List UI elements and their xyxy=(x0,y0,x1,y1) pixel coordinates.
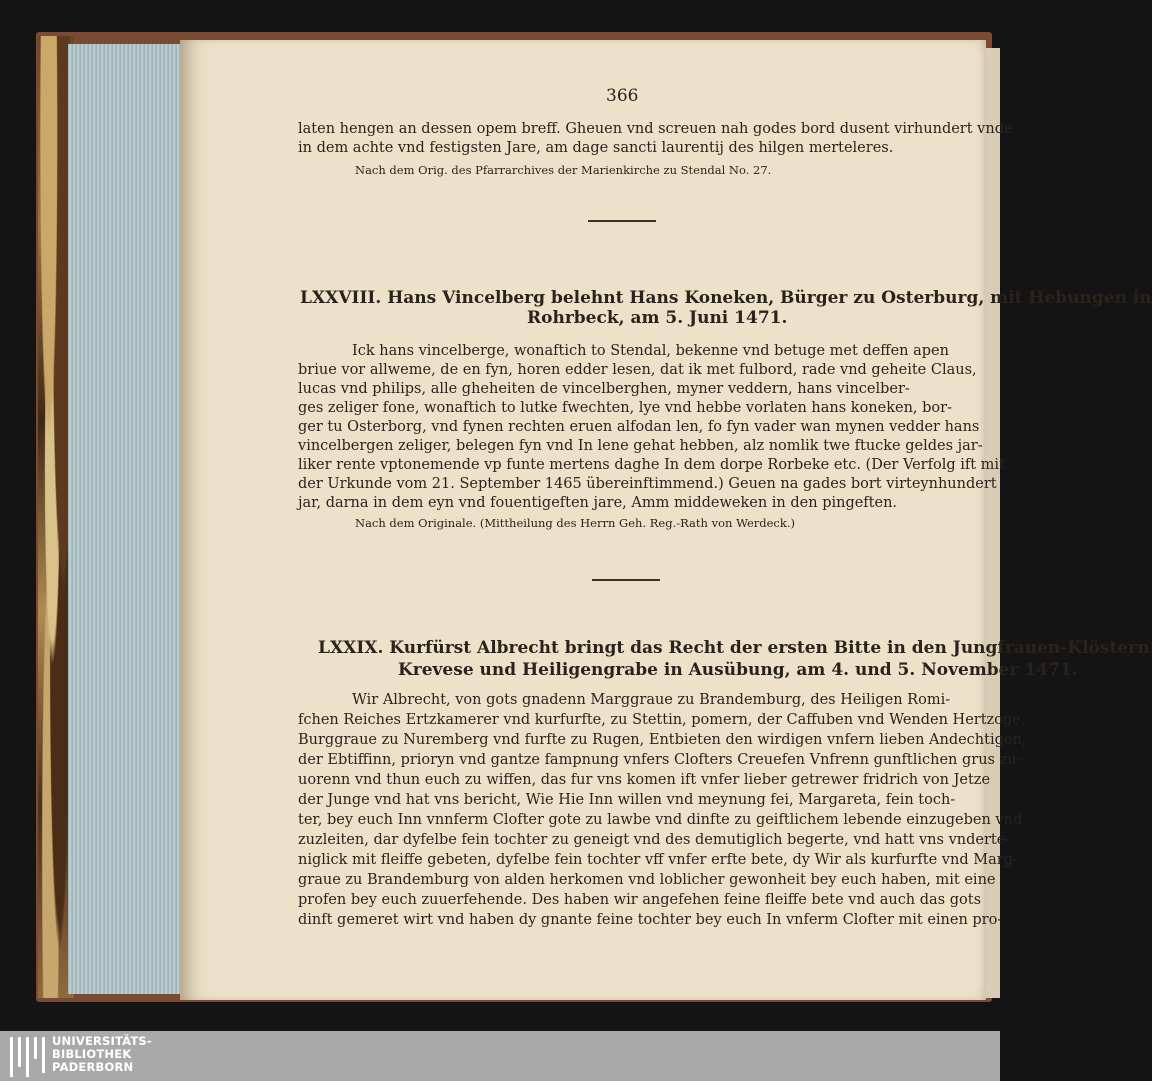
text-line: liker rente vptonemende vp funte mertens daghe In dem dorpe Rorbeke etc. (Der Verfolg ift mit xyxy=(298,457,1005,473)
section-heading: LXXIX. Kurfürst Albrecht bringt das Recht der ersten Bitte in den Jungfrauen-Klöstern xyxy=(318,638,1150,658)
text-line: in dem achte vnd festigsten Jare, am dage sancti laurentij des hilgen merteleres. xyxy=(298,140,894,156)
page-number: 366 xyxy=(606,86,639,106)
source-note: Nach dem Orig. des Pfarrarchives der Marienkirche zu Stendal No. 27. xyxy=(355,163,772,177)
text-line: ter, bey euch Inn vnnferm Clofter gote zu lawbe vnd dinfte zu geiftlichem lebende einzugeben vnd xyxy=(298,812,1023,828)
text-line: niglick mit fleiffe gebeten, dyfelbe fein tochter vff vnfer erfte bete, dy Wir als kurfurfte vnd Marg- xyxy=(298,852,1018,868)
text-line: dinft gemeret wirt vnd haben dy gnante feine tochter bey euch In vnferm Clofter mit einen pro- xyxy=(298,912,1003,928)
text-line: der Urkunde vom 21. September 1465 übereinftimmend.) Geuen na gades bort virteynhundert xyxy=(298,476,997,492)
section-divider xyxy=(588,220,656,222)
text-line: fchen Reiches Ertzkamerer vnd kurfurfte, zu Stettin, pomern, der Caffuben vnd Wenden Hertzoge, xyxy=(298,712,1026,728)
text-line: Burggraue zu Nuremberg vnd furfte zu Rugen, Entbieten den wirdigen vnfern lieben Andechtigen, xyxy=(298,732,1027,748)
text-line: ges zeliger fone, wonaftich to lutke fwechten, lye vnd hebbe vorlaten hans koneken, bor- xyxy=(298,400,952,416)
section-heading: Rohrbeck, am 5. Juni 1471. xyxy=(527,308,788,328)
text-line: jar, darna in dem eyn vnd fouentigeften jare, Amm middeweken in den pingeften. xyxy=(298,495,898,511)
library-name-line: UNIVERSITÄTS- xyxy=(52,1034,152,1048)
text-line: ger tu Osterborg, vnd fynen rechten eruen alfodan len, fo fyn vader wan mynen vedder hans xyxy=(298,419,980,435)
library-logo-icon xyxy=(10,1037,46,1077)
text-line: Ick hans vincelberge, wonaftich to Stendal, bekenne vnd betuge met deffen apen xyxy=(352,343,949,359)
text-line: graue zu Brandemburg von alden herkomen vnd loblicher gewonheit bey euch haben, mit eine xyxy=(298,872,996,888)
library-name-line: PADERBORN xyxy=(52,1060,134,1074)
library-name-line: BIBLIOTHEK xyxy=(52,1047,132,1061)
text-line: lucas vnd philips, alle gheheiten de vincelberghen, myner veddern, hans vincelber- xyxy=(298,381,910,397)
source-note: Nach dem Originale. (Mittheilung des Herrn Geh. Reg.-Rath von Werdeck.) xyxy=(355,516,795,530)
section-heading: Krevese und Heiligengrabe in Ausübung, am 4. und 5. November 1471. xyxy=(398,660,1078,680)
page-edges xyxy=(68,44,192,994)
text-line: der Junge vnd hat vns bericht, Wie Hie Inn willen vnd meynung fei, Margareta, fein toch- xyxy=(298,792,956,808)
text-line: laten hengen an dessen opem breff. Gheuen vnd screuen nah godes bord dusent virhundert vnde xyxy=(298,121,1013,137)
text-line: vincelbergen zeliger, belegen fyn vnd In lene gehat hebben, alz nomlik twe ftucke geldes jar- xyxy=(298,438,983,454)
text-line: zuzleiten, dar dyfelbe fein tochter zu geneigt vnd des demutiglich begerte, vnd hatt vns vnderte- xyxy=(298,832,1011,848)
text-line: der Ebtiffinn, prioryn vnd gantze fampnung vnfers Clofters Creuefen Vnfrenn gunftlichen grus zu- xyxy=(298,752,1022,768)
text-line: uorenn vnd thun euch zu wiffen, das fur vns komen ift vnfer lieber getrewer fridrich von Jetze xyxy=(298,772,991,788)
text-line: Wir Albrecht, von gots gnadenn Marggraue zu Brandemburg, des Heiligen Romi- xyxy=(352,692,951,708)
section-heading: LXXVIII. Hans Vincelberg belehnt Hans Koneken, Bürger zu Osterburg, mit Hebungen in xyxy=(300,288,1152,308)
library-name xyxy=(52,1035,152,1074)
section-divider xyxy=(592,579,660,581)
text-line: briue vor allweme, de en fyn, horen edder lesen, dat ik met fulbord, rade vnd geheite Claus, xyxy=(298,362,977,378)
text-line: profen bey euch zuuerfehende. Des haben wir angefehen feine fleiffe bete vnd auch das gots xyxy=(298,892,982,908)
